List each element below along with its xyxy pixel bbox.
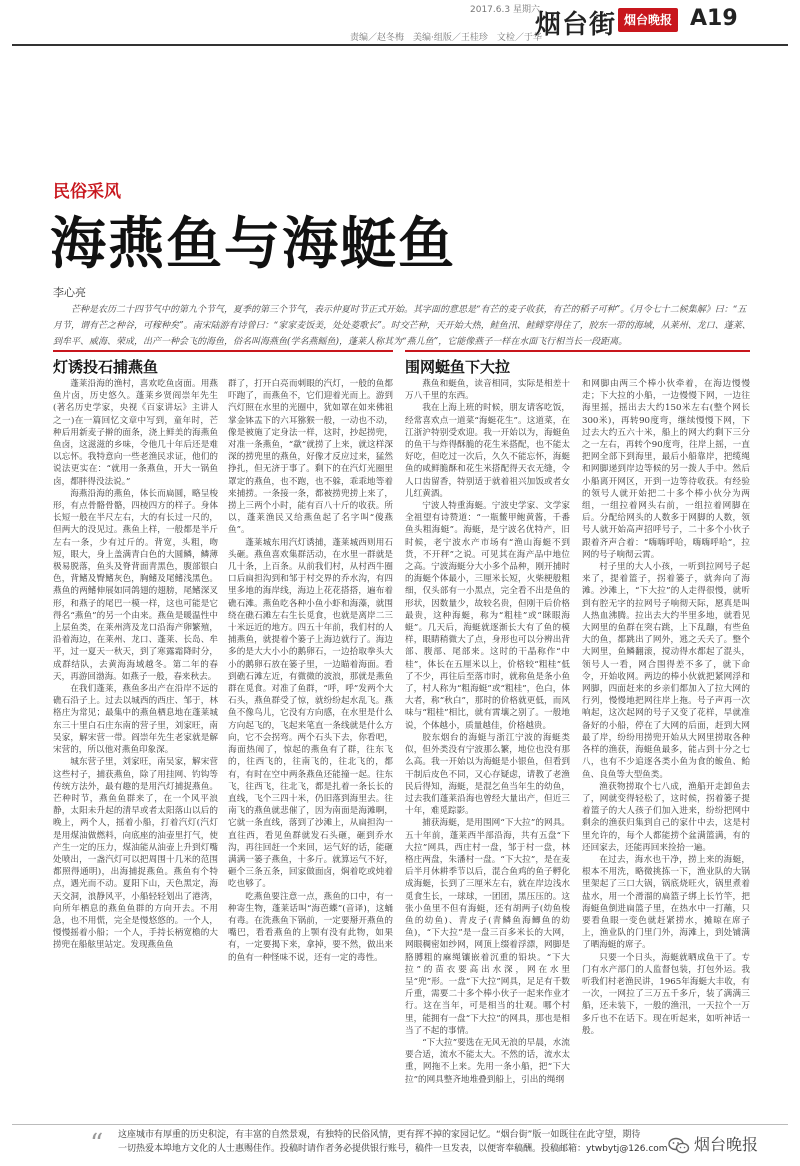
article-title: 海燕鱼与海蜓鱼 bbox=[50, 212, 456, 277]
paragraph: 在我们蓬莱，燕鱼多出产在沿岸不远的礁石沿子上。过去以城西的西庄、邹于，林格庄为常见；最集中的燕鱼栖息地在蓬莱城东三十里白石庄东南的营子里，刘家旺，南吴家，解宋营一带。阎崇年先生老家就是解宋营的，所以他对燕鱼印象深。 bbox=[53, 684, 218, 756]
subhead-rule-right bbox=[405, 350, 750, 352]
column-2 bbox=[228, 378, 393, 1098]
subhead-left: 灯诱投石捕燕鱼 bbox=[53, 358, 159, 376]
paragraph: 渔获物捞取个七八成，渔船开走卸鱼去了，网就变得轻松了，这时候，拐着篓子提着篮子的大人孩子们加入进来，纷纷把网中剩余的渔获归集到自己的家什中去，这是村里允许的，每个人都能捞个盆满篮满，有的还回家去，还能再回来捡拾一遍。 bbox=[582, 781, 750, 853]
wechat-label: 烟台晚报 bbox=[694, 1135, 759, 1154]
paragraph: 只要一个日头，海蜓就晒成鱼干了。专门有水产部门的人监督包装，打包外运。我听我们村老渔民讲，1965年海蜓大丰收，有一次，一网拉了三万五千多斤，装了满满三船，还未装下，一般的渔汛，一天拉个一万多斤也不在话下。现在听起来，如听神话一般。 bbox=[582, 952, 750, 1036]
issue-date bbox=[470, 2, 540, 15]
paragraph: 吃燕鱼要注意一点，燕鱼的口中，有一种寄生物，蓬莱话叫“海芭蝶”(音译)，这蛹有毒。在洗燕鱼下锅前，一定要掰开燕鱼的嘴巴，看看燕鱼的上颚有没有此物，如果有，一定要揭下来，拿掉，要不然，做出来的鱼有一种怪味不说，还有一定的毒性。 bbox=[228, 891, 393, 963]
paragraph: 和网脚由两三个棒小伙牵着，在海边慢慢走；下大拉的小船，一边慢慢下网，一边往海里摇，摇出去大约150米左右(整个网长300米)，再转90度弯，继续慢慢下网，下过去大约五六十米，船上的网大约剩下三分之一左右，再转个90度弯，往岸上摇，一直把网全部下到海里，最后小船靠岸，把缆绳和网脚递到岸边等候的另一拨人手中。然后小船离开网区，开到一边等待收获。有经验的领号人就开始把二十多个棒小伙分为两组，一组拉着网头右前，一组拉着网脚在后。分配给网头的人数多于网脚的人数，领号人就开始高声招呼号子，二十多个小伙子跟着齐声合着：“嗨嗨呼哈，嗨嗨呼哈”，拉网的号子响彻云霄。 bbox=[582, 379, 750, 560]
paragraph: “下大拉”要选在无风无浪的早晨，水流要合适，流水不能太大。不然的话，流水太重，网拖不上来。先用一条小船，把“下大拉”的网具整齐地堆叠到船上，引出的绳纲 bbox=[405, 1037, 570, 1085]
subhead-rule-left bbox=[53, 350, 393, 352]
section-tag: 民俗采风 bbox=[53, 182, 121, 202]
footer-rule bbox=[12, 1124, 788, 1125]
date-text: 2017.6.3 星期六 bbox=[470, 5, 540, 15]
wechat-watermark bbox=[668, 1132, 758, 1155]
paragraph: 在过去，海水也干净，捞上来的海蜓，根本不用洗，略微挑拣一下，渔业队的大锅里架起了三口大锅，锅底烧旺火，锅里煮着盐水，用一个滑溜的扁篮子绑上长竹竿，把海蜓鱼倒进扁篮子里，在热水中一打蘸，只要看鱼眼一变色就赶紧捞水，摊晾在席子上，渔业队的门里门外，海滩上，到处铺满了晒海蜓的席子。 bbox=[582, 854, 750, 951]
wechat-icon bbox=[668, 1137, 690, 1155]
paragraph: 群了，打开白亮而刺眼的汽灯，一般的鱼都吓跑了，而燕鱼不，它们迎着光而上。游到汽灯照在水里的光圈中，犹如罩在如来佛祖掌金钵盂下的六耳猕猴一般，一动也不动，像是被施了定身法一样，这时，抄起捞兜，对准一条燕鱼，“歘”就捞了上来，就这样深深的捞兜里的燕鱼，好像才反应过来，猛然挣扎，但无济于事了。剩下的在汽灯光圈里罩定的燕鱼，也不跑，也不躲，乖乖地等着来捕捞。一条接一条，都被捞兜捞上来了，捞上三两个小时，能有百八十斤的收获。所以，蓬莱渔民又给燕鱼起了名字叫“傻燕鱼”。 bbox=[228, 379, 393, 536]
quote-mark: “ bbox=[90, 1129, 104, 1159]
paragraph: 宁波人特重海蜓。宁波史学家、文学家全祖望有诗赞道：“一瓶鳖甲鲍黄酱，千番鱼头粗海蜓”。海蜓，是宁波名优特产，旧时候，老宁波水产市场有“渔山海蜓不到货，不开秤”之说。可见其在海产品中地位之高。宁波海蜓分大小多个品种，刚开捕时的海蜓个体最小，三厘米长短，火柴梗般粗细，仅头部有一小黑点，完全看不出是鱼的形状，因数量少，故较名贵，但刚干后价格最贵，这种海蜓，称为“粗桂”或“眯眼海蜓”。几天后，海蜓就逐渐长大有了鱼的模样，眼睛稍微大了点，身形也可以分辨出背部、腹部、尾部来。这时的干晶称作“中桂”，体长在五厘米以上，价格较“粗桂”低了不少，再往后至落市时，就称鱼是条小鱼了，村人称为“粗海蜓”或“粗桂”，色白，体大者，称“秋白”，那时的价格就更低，而风味与“粗桂”相比，就有霄壤之别了。一般地说，个体越小，质量越佳，价格越贵。 bbox=[405, 501, 570, 731]
column-3 bbox=[405, 378, 570, 1108]
paragraph: 村子里的大人小孩，一听到拉网号子起来了，提着篮子，拐着篓子，就奔向了海滩。沙滩上，“下大拉”的人走得很慢，就听到有腔无字的拉网号子响彻天际，愿真是叫人热血沸腾。拉出去大约半里多地，就看见大网里的鱼群在突右跳，上下乱蹦，有些鱼大的鱼，都跳出了网外，逃之夭夭了。整个大网里，鱼鳞翻滚，搅动得水都起了混头，领号人一看，网合围得差不多了，就下命令，开始收网。两边的棒小伙就把紧网浮和网脚，四面赶来的乡亲们都加入了拉大网的行列，慢慢地把网往岸上拖。号子声再一次响起，这次起网的号子又变了花样，旱就准备好的小船，停在了大网的后面，赶到大网最了岸，纷纷用捞兜开始从大网里捞取各种各样的渔获，海蜓鱼最多，能占到十分之七八，也有不少追逐各类小鱼为食的鲅鱼、鲐鱼、良鱼等大型鱼类。 bbox=[582, 562, 750, 780]
paragraph: 海燕沿海的燕鱼，体长而扁圆，略呈梭形，有点骨骼骨骼，四棱四方的样子。身体长短一般在半尺左右，大的有长过一尺的，但两大的没见过。燕鱼上样，一般都是半斤左右一条，少有过斤的。背宽，头粗，吻短，眼大，身上盖满青白色的大圆鳞，鳞薄极易脱落，鱼头及脊背面青黑色，腹部银白色，背鳍及臀鳍灰色，胸鳍及尾鳍浅黑色。燕鱼的两鳍伸展如同鸽翅的翅膀，尾鳍深叉形，和燕子的尾巴一模一样，这也可能是它得名“燕鱼”的另一个由来。燕鱼是暖温性中上层鱼类，在莱州湾及龙口沿海产卵繁殖，沿着海边，在莱州、龙口、蓬莱、长岛、牟平，过一夏天一秋天，到了寒露霜降时分，成群结队，去黄海海域越冬。第二年的春天，再游回渤海。如燕子一般，春来秋去。 bbox=[53, 488, 218, 682]
article-author: 李心亮 bbox=[53, 286, 86, 299]
newspaper-logo: 烟台晚报 bbox=[618, 8, 678, 32]
paragraph: 胶东烟台的海蜓与浙江宁波的海蜓类似，但外类没有宁波那么繁，地位也没有那么高。我一开始以为海蜓是小银鱼，但看到干制后皮色不同，又心存疑虑，请教了老渔民后得知，海蜓，是混乞鱼当年生的幼鱼，过去我们蓬莱沿海也曾经大量出产，但近三十年，难觅踪影。 bbox=[405, 732, 570, 817]
column-4 bbox=[582, 378, 750, 1108]
paragraph: 城东营子里，刘家旺，南吴家，解宋营这些村子，捕获燕鱼，除了用挂网、钓钩等传统方法外，最有趣的是用汽灯捕捉燕鱼。芒种时节，燕鱼鱼群来了，在一个风平浪静，太阳未升起的清早或者太阳落山以后的晚上，两个人，摇着小船，打着汽灯(汽灯是用煤油做燃料，向底座的油壶里打气，使产生一定的压力，煤油能从油壶上升到灯嘴处喷出，一盏汽灯可以把周围十几米的范围都照得通明)，出海捕捉燕鱼。燕鱼有个特点，遇光而不动。夏阳下山，天色黑定，海天交洞，浪静风平，小船轻轻划出了港湾，向所年栖息的燕鱼鱼群的方向开去。不用急，也不用慌，完全是慢悠悠的。一个人，慢慢摇着小船；一个人，手持长柄宽檐的大捞兜在船舷里站定。发现燕鱼鱼 bbox=[53, 757, 218, 951]
masthead bbox=[0, 0, 800, 48]
paragraph: 我在上海上班的时候，朋友请客吃饭，经常喜欢点一道菜“海蜓花生”。这道菜，在江浙沪特别受欢迎。我一开始以为，海蜓鱼的鱼干与炸得酥脆的花生米搭配，也不能太好吃，但吃过一次后，久久不能忘怀，海蜓鱼的咸鲜脆酥和花生米搭配得天衣无缝，令人口齿留香，特别适于就着祖兴加饭或者女儿红黄酒。 bbox=[405, 403, 570, 499]
subhead-right: 围网蜓鱼下大拉 bbox=[405, 358, 511, 376]
notice-line: 一切热爱本埠地方文化的人士惠赐佳作。投稿时请作者务必提供银行账号，稿件一旦发表，以便寄奉稿酬。投稿邮箱：ytwbytj@126.com bbox=[118, 1144, 668, 1154]
paragraph: 蓬莱城东用汽灯诱捕，蓬莱城西则用石头砸。燕鱼喜欢集群活动，在水里一群就是几十条，上百条。从前我们村，从村西牛圈口后扁担沟到和邹于村交界的乔水沟，有四里多地的海岸线，海边上花花搭搭，遍布着礁石滩。燕鱼吃各种小鱼小虾和海藻，就围绕在礁石滩左右生长觅食，也就是离岸二三十米远近的地方。四五十年前，我们村的人捕燕鱼，就提着个篓子上海边就行了。海边多的是大大小小的鹅卵石，一边拾取拳头大小的鹅卵石放在篓子里，一边瞄着海面。看到礁石滩左近，有微微的波浪，那就是燕鱼群在觅食。对准了鱼群，“呼，呼”发两个大石头，燕鱼群受了惊，就纷纷起水乱飞。燕鱼不像鸟儿，它没有方向感，在水里是什么方向起飞的，飞起来笔直一条线就是什么方向，它不会拐弯。两个石头下去，你看吧，海面热闹了，惊起的燕鱼有了群，往东飞的，往西飞的，往南飞的，往北飞的，都有，有时在空中两条燕鱼还能撞一起。往东飞，往西飞，往北飞，都是扎着一条长长的直线，飞个三四十米，仍旧落到海里去。往南飞的燕鱼就悲催了，因为南面是海滩啊，它就一条直线，落到了沙滩上，从扁担沟一直往西，看见鱼群就发石头砸，砸到乔水沟，再往回赶一个来回，运气好的话，能砸满满一篓子燕鱼，十多斤。就算运气不好，砸个三条五条，回家做面卤，焖着吃或炖着吃也够了。 bbox=[228, 537, 393, 890]
submission-notice bbox=[118, 1128, 668, 1156]
paragraph: 蓬莱沿海的渔村，喜欢吃鱼卤面。用燕鱼片卤，历史悠久。蓬莱乡贤阎崇年先生(著名历史学家，央视《百家讲坛》主讲人之一)在一篇回忆文章中写到，童年时，芒种后用新麦子擀的面条，浇上鲜美的海燕鱼鱼卤，这滋滋的乡味，令他几十年后还是难以忘怀。我特意向一些老渔民求证，他们的说法更实在：“就用一条燕鱼，开大一锅鱼卤，都胖得没法说。” bbox=[53, 379, 218, 487]
column-name: 烟台街 bbox=[535, 10, 617, 40]
masthead-rule bbox=[12, 44, 788, 46]
editor-credits: 责编／赵冬梅 美编·组版／王桂珍 文检／于华 bbox=[350, 33, 542, 43]
column-1 bbox=[53, 378, 218, 1098]
notice-line: 这座城市有厚重的历史积淀，有丰富的自然景观，有独特的民俗风情，更有挥不掉的家园记忆。“烟台街”版一如既往在此守望，期待 bbox=[118, 1130, 641, 1140]
article-intro: 芒种是农历二十四节气中的第九个节气，夏季的第三个节气，表示仲夏时节正式开始。其字面的意思是“有芒的麦子收获，有芒的稻子可种”。《月令七十二候集解》曰：“五月节，谓有芒之种谷，可稼种矣”。南宋陆游有诗曾曰：“家家麦饭美，处处菱歌长”。时交芒种，天开始大热，鲑鱼汛、鲑鲱穿得住了，胶东一带的海域，从莱州、龙口、蓬莱、到牟平、威海、荣成，出产一种会飞的海鱼，俗名叫海燕鱼(学名燕鳐鱼)，蓬莱人称其为“燕儿鱼”，它能像燕子一样在水面飞行相当长一段距离。 bbox=[53, 305, 751, 347]
paragraph: 捕获海蜓，是用围网“下大拉”的网具。五十年前，蓬莱西半部沿海，共有五盘“下大拉”网具，西庄村一盘，邹于村一盘，林格庄两盘，朱潘村一盘。“下大拉”，是在麦后半月休耕季节以后，混合鱼鸡的鱼子孵化成海蜓，长到了三厘米左右，就在岸边浅水觅食生长，一球球，一团团，黑压压的。这张小鱼里不但有海蜓，还有胡两子(幼鱼梭鱼的幼鱼)、青皮子(青鳞鱼海鲫鱼的幼鱼)，“下大拉”是一盘三百多米长的大网，网眼稠密如纱网，网顶上缀着浮漂，网脚是胳膊粗的麻绳镶嵌着沉重的铅块。“下大拉”的苗衣要高出水深，网在水里呈“兜”形。一盘“下大拉”网具，足足有千数斤重，需要二十多个棒小伙子一起来作业才行。这在当年，可是相当的壮观。哪个村里，能拥有一盘“下大拉”的网具，那也是相当了不起的事情。 bbox=[405, 818, 570, 1036]
page-number: A19 bbox=[690, 6, 738, 31]
paragraph: 燕鱼和蜓鱼，读音相同，实际是相差十万八千里的东西。 bbox=[405, 379, 570, 402]
